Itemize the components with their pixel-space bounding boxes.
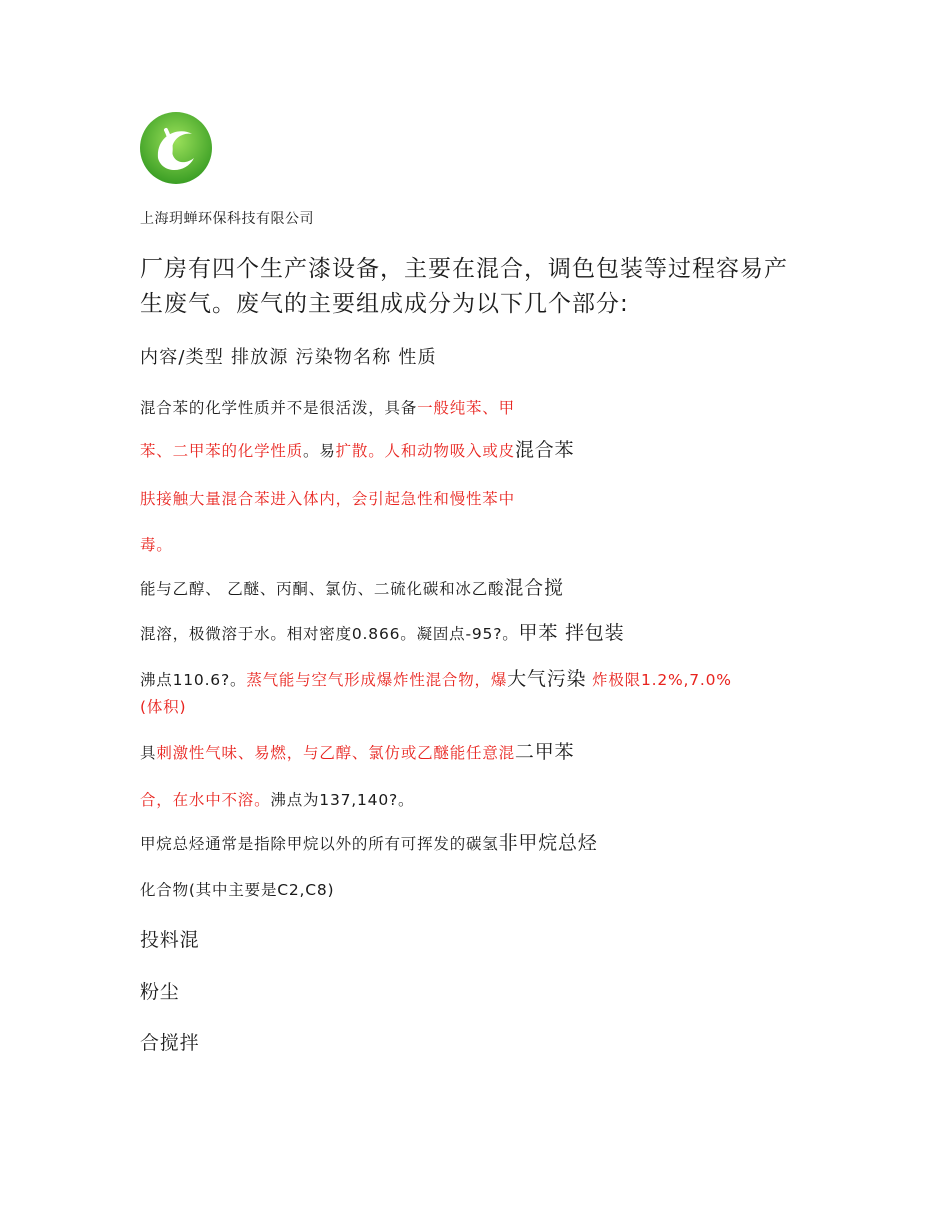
- row-7: 沸点110.6?。蒸气能与空气形成爆炸性混合物，爆大气污染 炸极限1.2%,7.0%: [140, 668, 732, 690]
- row-11: 甲烷总烃通常是指除甲烷以外的所有可挥发的碳氢非甲烷总烃: [140, 832, 598, 854]
- tail-line-1: 投料混: [140, 929, 200, 951]
- row-9: 具刺激性气味、易燃，与乙醇、氯仿或乙醚能任意混二甲苯: [140, 741, 575, 763]
- tail-line-2: 粉尘: [140, 981, 180, 1003]
- intro-line-2: 生废气。废气的主要组成成分为以下几个部分:: [140, 291, 629, 317]
- row-2: 苯、二甲苯的化学性质。易扩散。人和动物吸入或皮混合苯: [140, 439, 575, 461]
- row-5: 能与乙醇、 乙醚、丙酮、氯仿、二硫化碳和冰乙酸混合搅: [140, 577, 564, 599]
- intro-line-1: 厂房有四个生产漆设备，主要在混合，调色包装等过程容易产: [140, 256, 788, 282]
- row-12: 化合物(其中主要是C2,C8): [140, 881, 335, 899]
- company-logo: [136, 108, 216, 188]
- row-3: 肤接触大量混合苯进入体内，会引起急性和慢性苯中: [140, 490, 515, 508]
- row-8: (体积): [140, 698, 187, 716]
- row-6: 混溶，极微溶于水。相对密度0.866。凝固点-95?。甲苯 拌包装: [140, 622, 625, 644]
- row-10: 合，在水中不溶。沸点为137,140?。: [140, 791, 415, 809]
- row-4: 毒。: [140, 536, 173, 554]
- company-name: 上海玥蝉环保科技有限公司: [140, 211, 314, 227]
- tail-line-3: 合搅拌: [140, 1032, 200, 1054]
- row-1: 混合苯的化学性质并不是很活泼，具备一般纯苯、甲: [140, 399, 515, 417]
- table-header: 内容/类型 排放源 污染物名称 性质: [140, 347, 437, 368]
